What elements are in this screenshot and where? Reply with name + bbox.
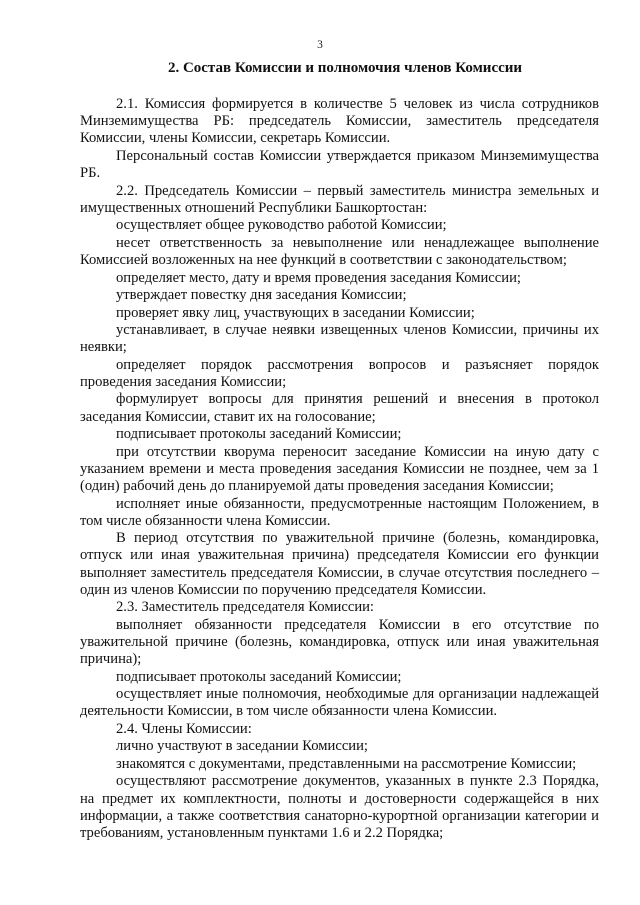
list-item: подписывает протоколы заседаний Комиссии; — [116, 426, 402, 443]
list-item: при отсутствии кворума переносит заседание Комиссии на иную дату с указанием времени и места проведения заседания Комиссии не позднее, чем за 1 (один) рабочий день до планируемой даты проведения заседания Комиссии; — [80, 443, 599, 495]
list-item: устанавливает, в случае неявки извещенных членов Комиссии, причины их неявки; — [80, 322, 599, 356]
paragraph-2-3: 2.3. Заместитель председателя Комиссии: — [116, 599, 374, 616]
list-item: определяет место, дату и время проведения заседания Комиссии; — [116, 269, 521, 286]
list-item: подписывает протоколы заседаний Комиссии; — [116, 668, 402, 685]
paragraph-2-2: 2.2. Председатель Комиссии – первый заместитель министра земельных и имущественных отношений Республики Башкортостан: — [80, 182, 599, 216]
list-item: осуществляют рассмотрение документов, указанных в пункте 2.3 Порядка, на предмет их комплектности, полноты и достоверности содержащейся в них информации, а также соответствия санаторно-курортной организации категории и требованиям, установленным пунктами 1.6 и 2.2 Порядка; — [80, 773, 599, 842]
list-item: осуществляет иные полномочия, необходимые для организации надлежащей деятельности Комиссии, в том числе обязанности члена Комиссии. — [80, 686, 599, 720]
document-body — [80, 96, 599, 843]
paragraph-2-1: 2.1. Комиссия формируется в количестве 5 человек из числа сотрудников Минземимущества РБ: председатель Комиссии, заместитель председателя Комиссии, члены Комиссии, секретарь Комиссии. — [80, 96, 599, 147]
paragraph-composition: Персональный состав Комиссии утверждается приказом Минземимущества РБ. — [80, 147, 599, 182]
list-item: выполняет обязанности председателя Комиссии в его отсутствие по уважительной причине (болезнь, командировка, отпуск или иная уважительная причина); — [80, 616, 599, 668]
paragraph-2-4: 2.4. Члены Комиссии: — [116, 720, 252, 737]
list-item: определяет порядок рассмотрения вопросов и разъясняет порядок проведения заседания Комиссии; — [80, 356, 599, 390]
paragraph-absence: В период отсутствия по уважительной причине (болезнь, командировка, отпуск или иная уважительная причина) председателя Комиссии его функции выполняет заместитель председателя Комиссии, в случае отсутствия последнего – один из членов Комиссии по поручению председателя Комиссии. — [80, 530, 599, 598]
list-item: исполняет иные обязанности, предусмотренные настоящим Положением, в том числе обязанности члена Комиссии. — [80, 495, 599, 529]
list-item: знакомятся с документами, представленными на рассмотрение Комиссии; — [116, 755, 577, 772]
page-number: 3 — [317, 39, 323, 51]
list-item: формулирует вопросы для принятия решений и внесения в протокол заседания Комиссии, ставит их на голосование; — [80, 391, 599, 425]
list-item: проверяет явку лиц, участвующих в заседании Комиссии; — [116, 304, 475, 321]
section-heading: 2. Состав Комиссии и полномочия членов Комиссии — [167, 60, 523, 76]
list-item: осуществляет общее руководство работой Комиссии; — [116, 217, 447, 234]
list-item: лично участвуют в заседании Комиссии; — [116, 738, 368, 755]
list-item: утверждает повестку дня заседания Комиссии; — [116, 287, 407, 304]
list-item: несет ответственность за невыполнение или ненадлежащее выполнение Комиссией возложенных на нее функций в соответствии с законодательством; — [80, 234, 599, 269]
